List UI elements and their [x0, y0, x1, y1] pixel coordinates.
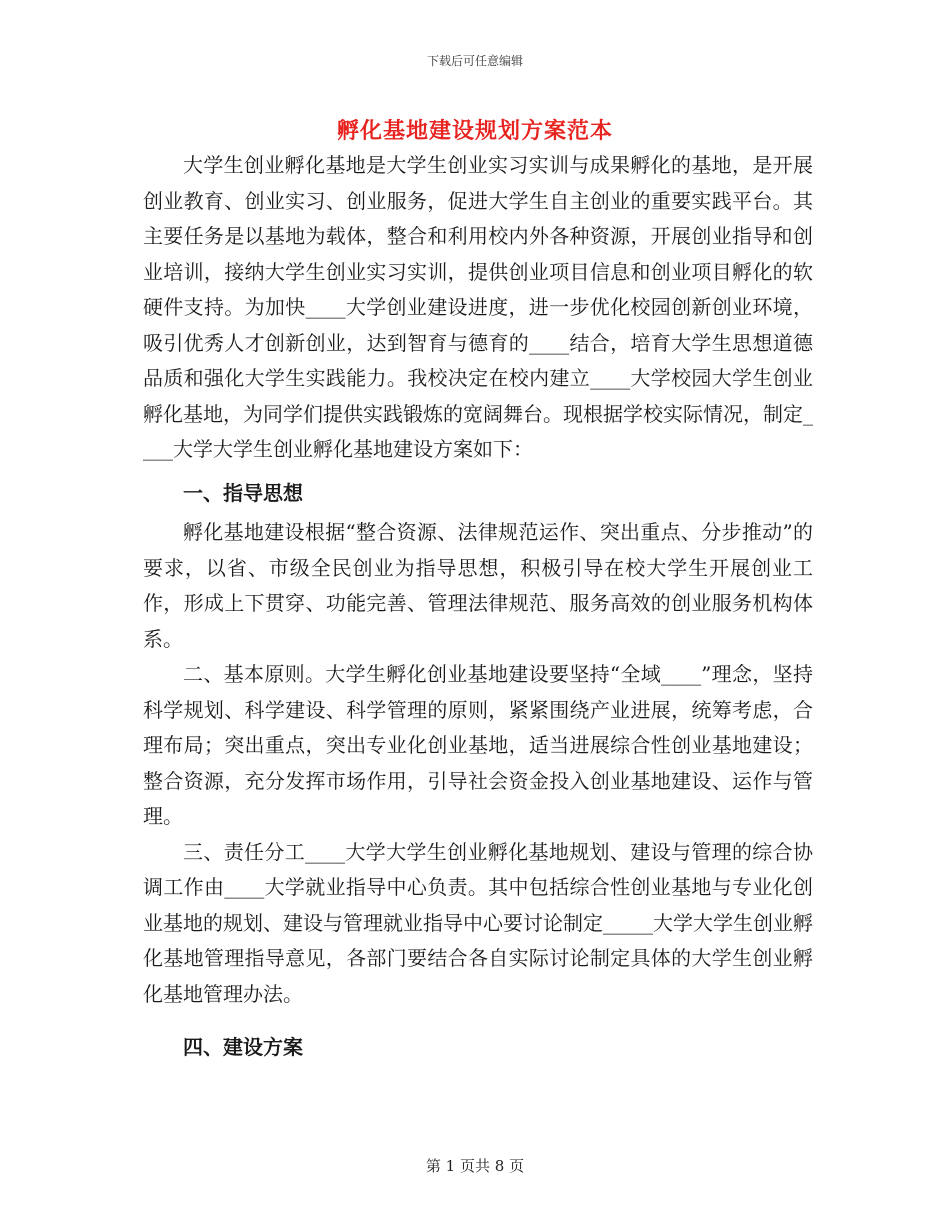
document-body [143, 148, 813, 1070]
header-note: 下载后可任意编辑 [426, 54, 523, 68]
responsibility-paragraph: 三、责任分工____大学大学生创业孵化基地规划、建设与管理的综合协调工作由____大学就业指导中心负责。其中包括综合性创业基地与专业化创业基地的规划、建设与管理就业指导中心要讨论制定_____大学大学生创业孵化基地管理指导意见，各部门要结合各自实际讨论制定具体的大学生创业孵化基地管理办法。 [143, 839, 813, 1006]
section-heading-guiding-ideology: 一、指导思想 [183, 480, 303, 505]
intro-paragraph: 大学生创业孵化基地是大学生创业实习实训与成果孵化的基地，是开展创业教育、创业实习、创业服务，促进大学生自主创业的重要实践平台。其主要任务是以基地为载体，整合和利用校内外各种资源，开展创业指导和创业培训，接纳大学生创业实习实训，提供创业项目信息和创业项目孵化的软硬件支持。为加快____大学创业建设进度，进一步优化校园创新创业环境，吸引优秀人才创新创业，达到智育与德育的____结合，培育大学生思想道德品质和强化大学生实践能力。我校决定在校内建立____大学校园大学生创业孵化基地，为同学们提供实践锻炼的宽阔舞台。现根据学校实际情况，制定____大学大学生创业孵化基地建设方案如下： [143, 153, 813, 461]
basic-principles-paragraph: 二、基本原则。大学生孵化创业基地建设要坚持“全域____”理念，坚持科学规划、科学建设、科学管理的原则，紧紧围绕产业进展，统筹考虑，合理布局；突出重点，突出专业化创业基地，适当进展综合性创业基地建设；整合资源，充分发挥市场作用，引导社会资金投入创业基地建设、运作与管理。 [143, 662, 813, 828]
document-title: 孵化基地建设规划方案范本 [336, 118, 613, 144]
section-heading-construction-plan: 四、建设方案 [183, 1035, 303, 1059]
page-number-footer: 第 1 页共 8 页 [425, 1157, 525, 1175]
guiding-ideology-paragraph: 孵化基地建设根据“整合资源、法律规范运作、突出重点、分步推动”的要求，以省、市级全民创业为指导思想，积极引导在校大学生开展创业工作，形成上下贯穿、功能完善、管理法律规范、服务高效的创业服务机构体系。 [143, 520, 813, 651]
